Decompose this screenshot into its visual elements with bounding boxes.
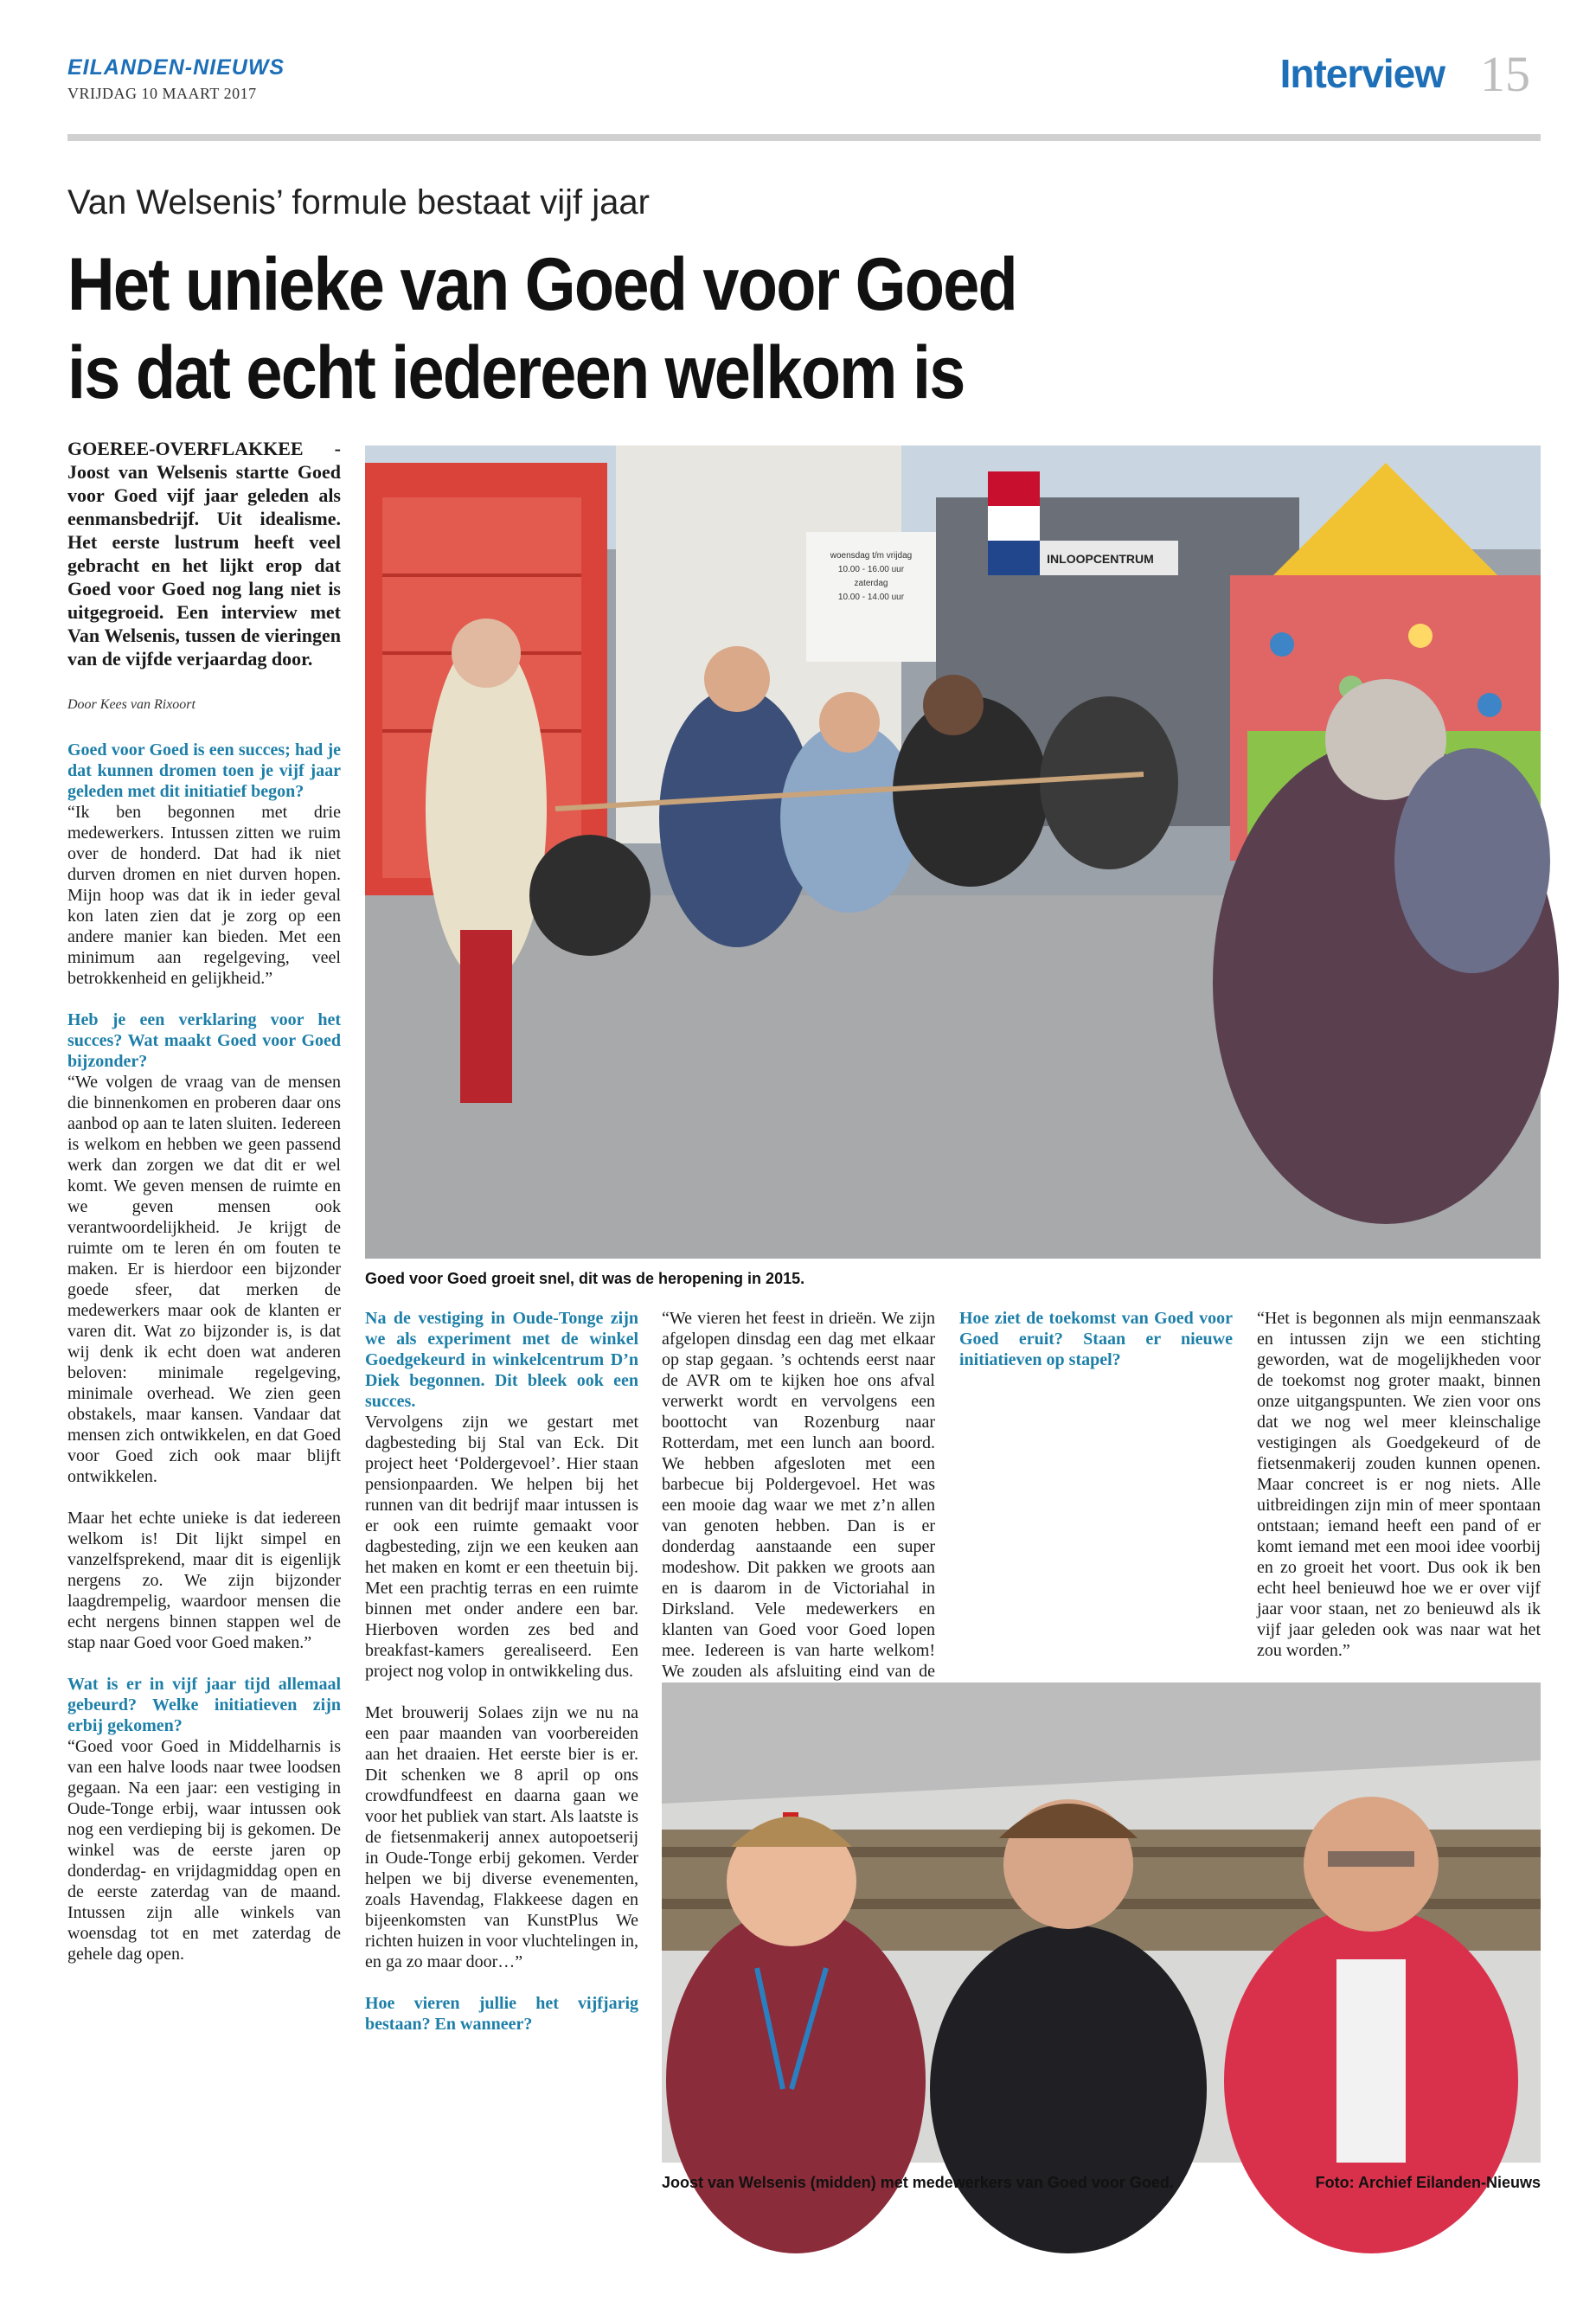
sign-line-4: 10.00 - 14.00 uur (837, 593, 905, 602)
article-column-4 (959, 1308, 1233, 1370)
article-headline (67, 240, 1057, 417)
headline-line-2: is dat echt iedereen welkom is (67, 331, 965, 414)
answer-1: “Ik ben begonnen met drie medewerkers. Intussen zitten we ruim over de honderd. Dat had ik niet durven dromen en niet durven hopen. Mijn hoop was dat ik in ieder geval kon laten zien dat je zorg op een andere manier kan bieden. Met een minimum aan regelgeving, veel betrokkenheid en gelijkheid.” (67, 803, 341, 988)
headline-line-1: Het unieke van Goed voor Goed (67, 243, 1017, 326)
article-intro: GOEREE-OVERFLAKKEE - Joost van Welsenis startte Goed voor Goed vijf jaar geleden als eenmansbedrijf. Uit idealisme. Het eerste lustrum heeft veel gebracht en het lijkt erop dat Goed voor Goed nog lang niet is uitgegroeid. Een interview met Van Welsenis, tussen de vieringen van de vijfde verjaardag door. (67, 438, 341, 670)
answer-2b: Maar het echte unieke is dat iedereen welkom is! Dit lijkt simpel en vanzelfsprekend, maar dit is eigenlijk nergens zo. We zijn bijzonder laagdrempelig, waardoor mensen die echt nergens binnen stappen wel de stap naar Goed voor Goed maken.” (67, 1509, 341, 1652)
answer-2: “We volgen de vraag van de mensen die binnenkomen en proberen daar ons aanbod op aan te laten sluiten. Iedereen is welkom en hebben we geen passend werk dan zorgen we dat dit er wel komt. We geven mensen de ruimte en we geven mensen ook verantwoordelijkheid. Je krijgt de ruimte om te leren én om fouten te maken. Er is hierdoor een bijzonder goede sfeer, dat merken de medewerkers maar ook de klanten er varen dit. Wat zo bijzonder is, is dat wij denk ik echt doen wat anderen beloven: minimale regelgeving, minimale overhead. We zien geen obstakels, maar kansen. Vandaar dat mensen zich ontwikkelen, en dat Goed voor Goed zich ook maar blijft ontwikkelen. (67, 1073, 341, 1486)
article-kicker: Van Welsenis’ formule bestaat vijf jaar (67, 183, 650, 221)
sign-line-1: woensdag t/m vrijdag (830, 551, 913, 561)
sign-line-3: zaterdag (854, 579, 888, 588)
answer-5: “We vieren het feest in drieën. We zijn afgelopen dinsdag een dag met elkaar op stap gegaan. ’s ochtends eerst naar de AVR om te kijken hoe ons afval verwerkt wordt en vervolgens een boottocht van Rozenburg naar Rotterdam, met een lunch aan boord. We hebben afgesloten met een barbecue bij Poldergevoel. Het was een mooie dag waar we met z’n allen van genoten hebben. Dan is er donderdag aanstaande een super modeshow. Dit pakken we groots aan en is daarom in de Victoriahal in Dirksland. Vele medewerkers en klanten van Goed voor Goed lopen mee. Iedereen is van harte welkom! We zouden als afsluiting eind van de (662, 1309, 935, 1681)
question-1: Goed voor Goed is een succes; had je dat kunnen dromen toen je vijf jaar geleden met dit initiatief begon? (67, 740, 341, 801)
answer-4b: Met brouwerij Solaes zijn we nu na een paar maanden van voorbereiden aan het draaien. Het eerste bier is er. Dit schenken we 8 april op ons crowdfundfeest en daarna gaan we voor het publiek van start. Als laatste is de fietsenmakerij annex autopoetserij in Oude-Tonge erbij gekomen. Verder helpen we bij diverse evenementen, zoals Havendag, Flakkeese dagen en bijeenkomsten van KunstPlus We richten huizen in voor vluchtelingen in, en ga zo maar door…” (365, 1703, 638, 1971)
article-column-1 (67, 437, 341, 1965)
page-number: 15 (1480, 46, 1530, 102)
section-label: Interview (1279, 51, 1445, 96)
three-men-illustration (662, 1682, 1541, 2163)
question-2: Heb je een verklaring voor het succes? Wat maakt Goed voor Goed bijzonder? (67, 1010, 341, 1071)
inloopcentrum-banner: INLOOPCENTRUM (1047, 552, 1154, 566)
question-3: Wat is er in vijf jaar tijd allemaal gebeurd? Welke initiatieven zijn erbij gekomen? (67, 1675, 341, 1735)
tug-of-war-illustration (365, 445, 1541, 1259)
publication-date: VRIJDAG 10 MAART 2017 (67, 85, 257, 102)
photo-credit: Foto: Archief Eilanden-Nieuws (1315, 2174, 1541, 2191)
photo-tug-of-war (365, 445, 1541, 1259)
article-column-2 (365, 1308, 638, 2035)
bottom-photo-caption: Joost van Welsenis (midden) met medewerkers van Goed voor Goed. (662, 2174, 1174, 2191)
masthead-logo: EILANDEN-NIEUWS (67, 55, 285, 80)
answer-4: Vervolgens zijn we gestart met dagbesteding bij Stal van Eck. Dit project heet ‘Poldergevoel’. Hier staan pensionpaarden. We helpen bij het runnen van dit bedrijf maar intussen is er ook een ruimte gemaakt voor dagbesteding, zijn we een keuken aan het maken en komt er een theetuin bij. Met een prachtig terras en een ruimte binnen met onder andere een bar. Hierboven worden zes bed and breakfast-kamers gerealiseerd. Een project nog volop in ontwikkeling dus. (365, 1413, 638, 1681)
answer-6: “Het is begonnen als mijn eenmanszaak en intussen zijn we een stichting geworden, wat de mogelijkheden voor de toekomst nog groter maakt, binnen onze uitgangspunten. We zien voor ons dat we nog wel meer kleinschalige vestigingen als Goedgekeurd of de fietsenmakerij zouden kunnen openen. Maar concreet is er nog niets. Alle uitbreidingen zijn min of meer spontaan ontstaan; iemand heeft een pand of er komt iemand met een mooi idee voorbij en zo groeit het voort. Dus ook ik ben echt heel benieuwd hoe we er over vijf jaar voor staan, net zo benieuwd als ik vijf jaar geleden ook was naar wat het zou worden.” (1257, 1309, 1541, 1660)
question-6: Hoe ziet de toekomst van Goed voor Goed eruit? Staan er nieuwe initiatieven op stapel? (959, 1309, 1233, 1369)
photo-three-men (662, 1682, 1541, 2163)
question-5: Hoe vieren jullie het vijfjarig bestaan? En wanneer? (365, 1994, 638, 2034)
answer-3: “Goed voor Goed in Middelharnis is van een halve loods naar twee loodsen gegaan. Na een jaar: een vestiging in Oude-Tonge erbij, waar intussen ook nog een verdieping bij is gekomen. De winkel was de eerste jaren op donderdag- en vrijdagmiddag open en de eerste zaterdag van de maand. Intussen zijn alle winkels van woensdag tot en met zaterdag de gehele dag open. (67, 1737, 341, 1964)
top-photo-caption: Goed voor Goed groeit snel, dit was de heropening in 2015. (365, 1270, 805, 1287)
header-divider (67, 134, 1541, 141)
byline: Door Kees van Rixoort (67, 697, 195, 712)
sign-line-2: 10.00 - 16.00 uur (837, 565, 905, 574)
question-4: Na de vestiging in Oude-Tonge zijn we als experiment met de winkel Goedgekeurd in winkelcentrum D’n Diek begonnen. Dit bleek ook een succes. (365, 1309, 638, 1411)
